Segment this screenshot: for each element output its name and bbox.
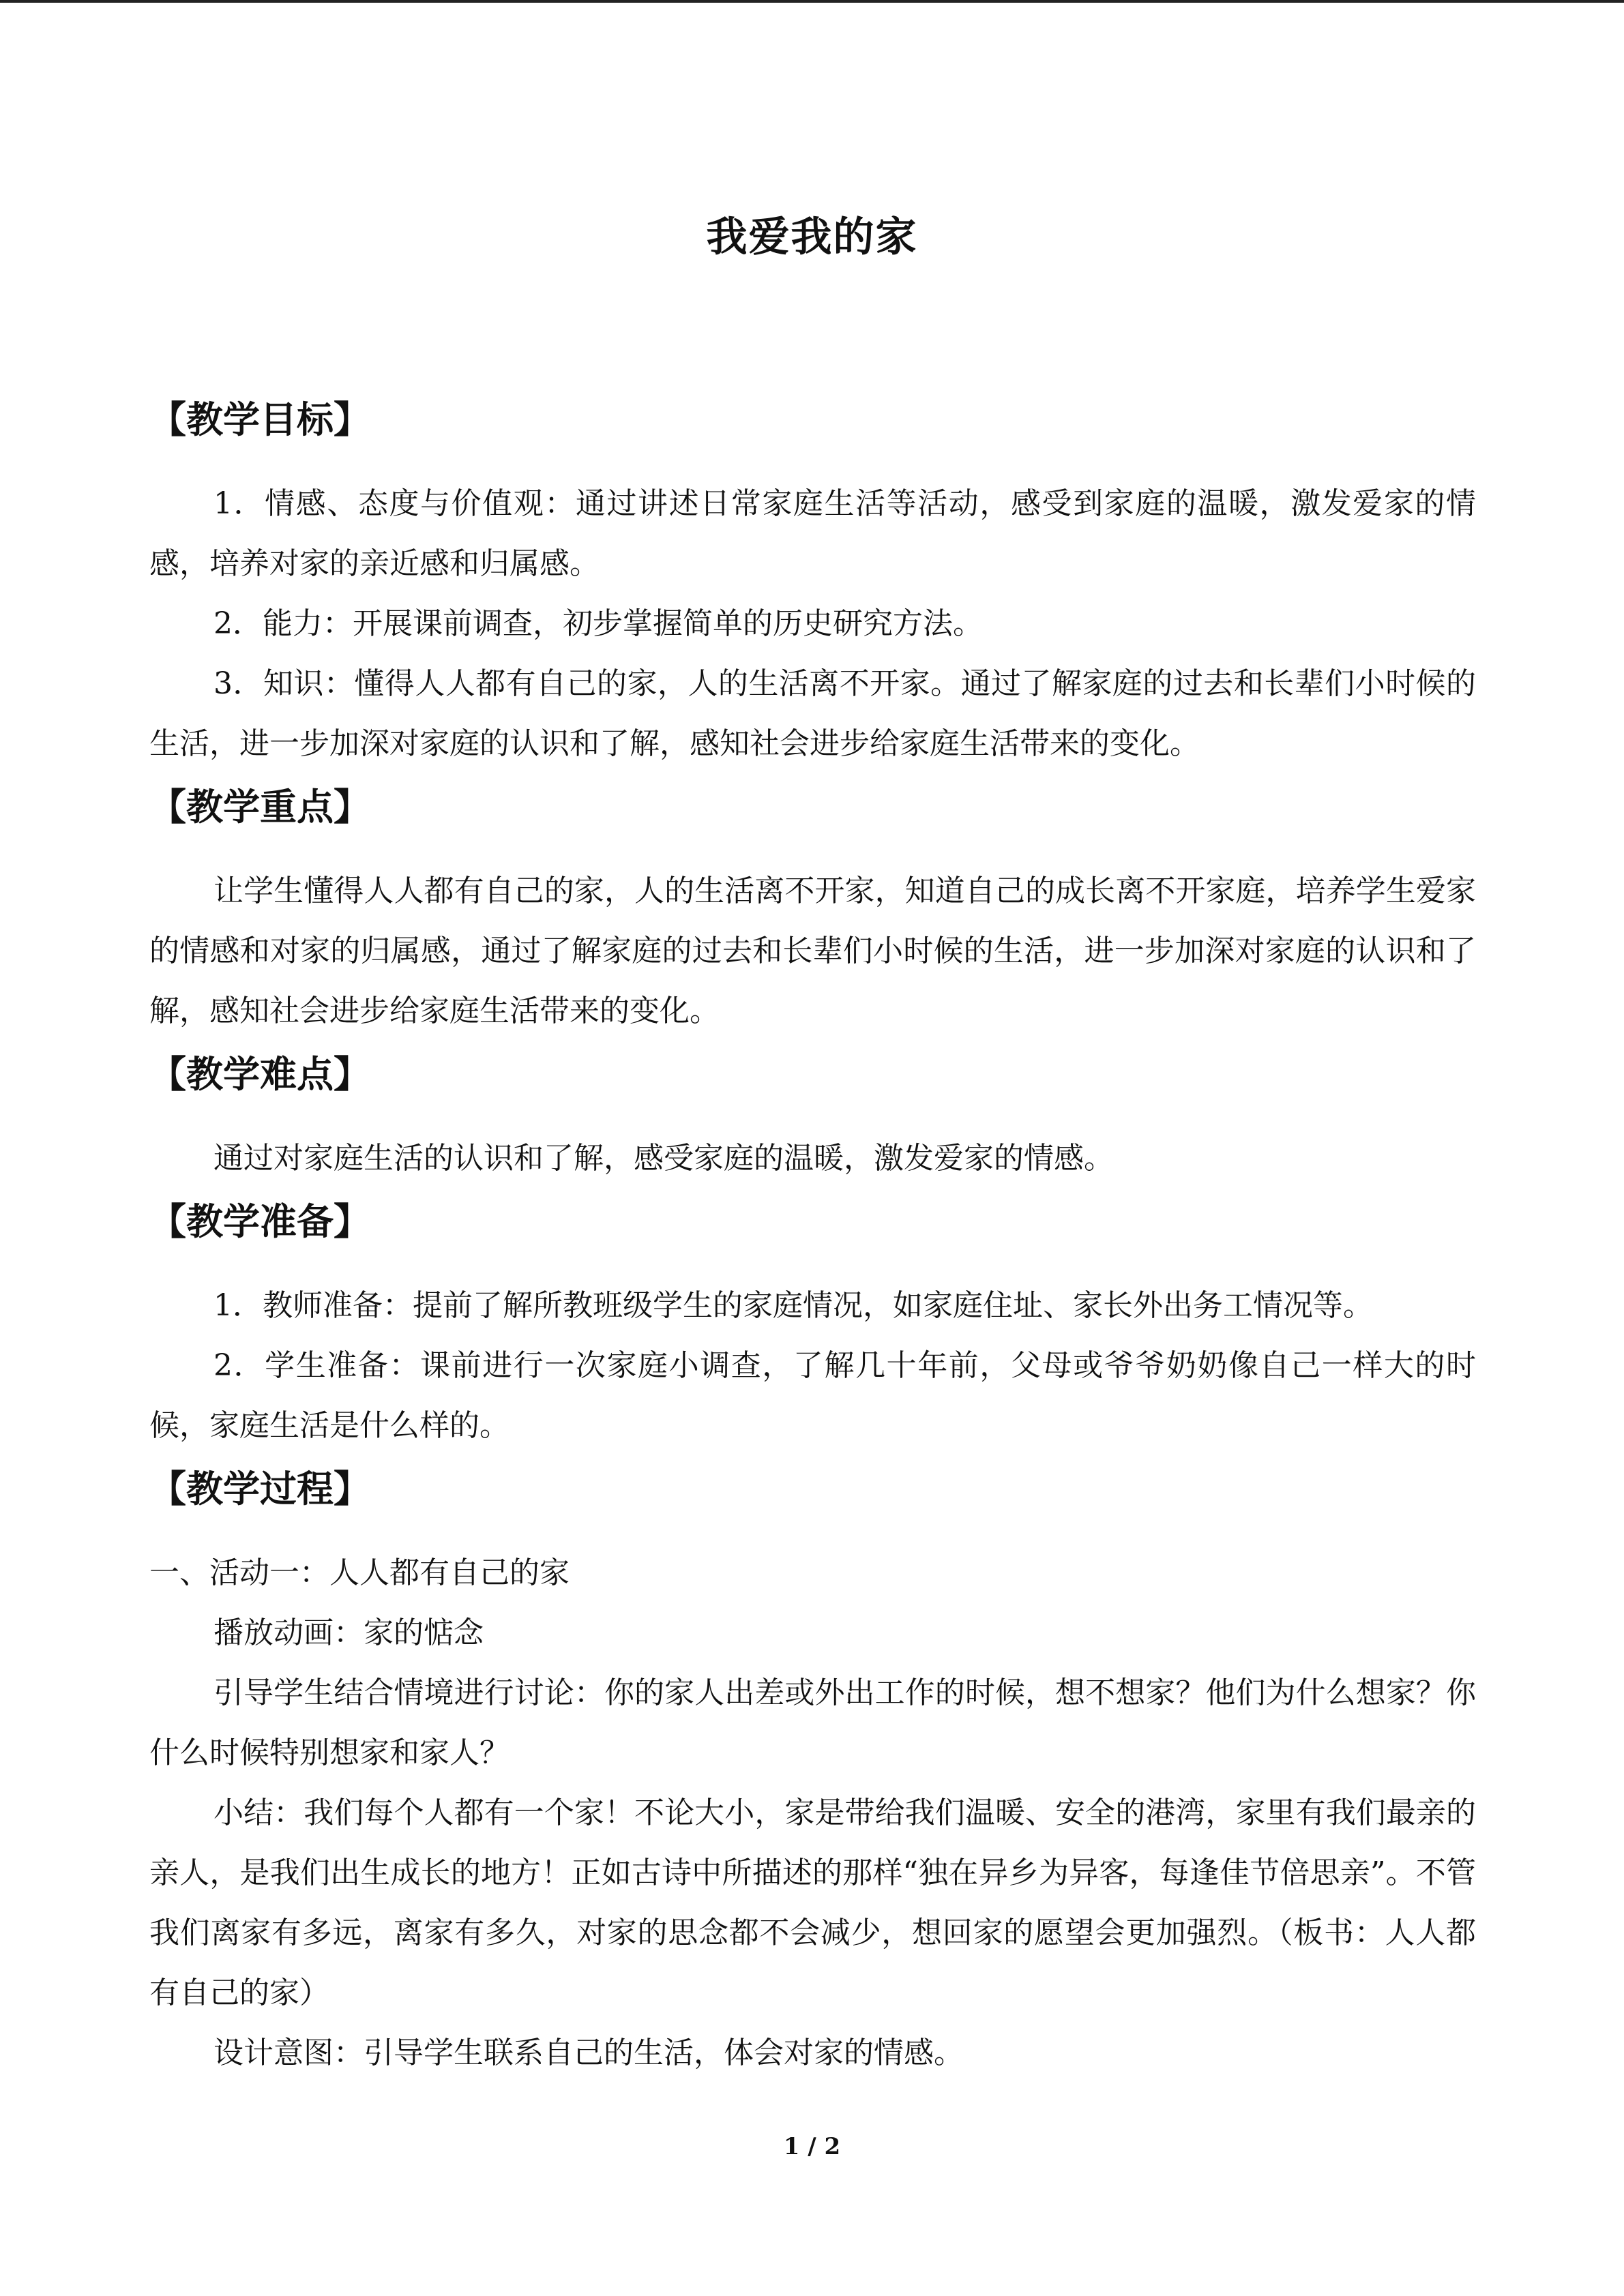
section-heading-process: 【教学过程】 <box>149 1467 370 1510</box>
document-title: 我爱我的家 <box>706 213 918 261</box>
paragraph: 让学生懂得人人都有自己的家，人的生活离不开家，知道自己的成长离不开家庭，培养学生爱家的情感和对家的归属感，通过了解家庭的过去和长辈们小时候的生活，进一步加深对家庭的认识和了解，感知社会进步给家庭生活带来的变化。 <box>149 874 1476 1028</box>
paragraph: 2．学生准备：课前进行一次家庭小调查，了解几十年前，父母或爷爷奶奶像自己一样大的时候，家庭生活是什么样的。 <box>149 1348 1476 1443</box>
section-heading-preparation: 【教学准备】 <box>149 1199 370 1243</box>
paragraph: 小结：我们每个人都有一个家！不论大小，家是带给我们温暖、安全的港湾，家里有我们最亲的亲人，是我们出生成长的地方！正如古诗中所描述的那样“独在异乡为异客，每逢佳节倍思亲”。不管我们离家有多远，离家有多久，对家的思念都不会减少，想回家的愿望会更加强烈。（板书：人人都有自己的家） <box>149 1795 1476 2010</box>
document-body <box>149 392 1476 2083</box>
paragraph: 设计意图：引导学生联系自己的生活，体会对家的情感。 <box>213 2036 964 2070</box>
paragraph: 1．教师准备：提前了解所教班级学生的家庭情况，如家庭住址、家长外出务工情况等。 <box>213 1288 1373 1323</box>
page-number: 1 / 2 <box>783 2133 841 2160</box>
top-border-line <box>0 0 1624 3</box>
section-heading-key-points: 【教学重点】 <box>149 785 370 829</box>
paragraph: 引导学生结合情境进行讨论：你的家人出差或外出工作的时候，想不想家？他们为什么想家？你什么时候特别想家和家人？ <box>149 1675 1476 1770</box>
section-heading-objectives: 【教学目标】 <box>149 398 370 441</box>
section-heading-difficulties: 【教学难点】 <box>149 1052 370 1096</box>
paragraph: 通过对家庭生活的认识和了解，感受家庭的温暖，激发爱家的情感。 <box>213 1141 1114 1176</box>
paragraph: 1．情感、态度与价值观：通过讲述日常家庭生活等活动，感受到家庭的温暖，激发爱家的情感，培养对家的亲近感和归属感。 <box>149 486 1476 581</box>
paragraph: 2．能力：开展课前调查，初步掌握简单的历史研究方法。 <box>213 606 983 641</box>
paragraph: 播放动画：家的惦念 <box>213 1615 484 1650</box>
paragraph: 3．知识：懂得人人都有自己的家，人的生活离不开家。通过了解家庭的过去和长辈们小时候的生活，进一步加深对家庭的认识和了解，感知社会进步给家庭生活带来的变化。 <box>149 666 1476 761</box>
activity-title: 一、活动一：人人都有自己的家 <box>149 1555 570 1590</box>
